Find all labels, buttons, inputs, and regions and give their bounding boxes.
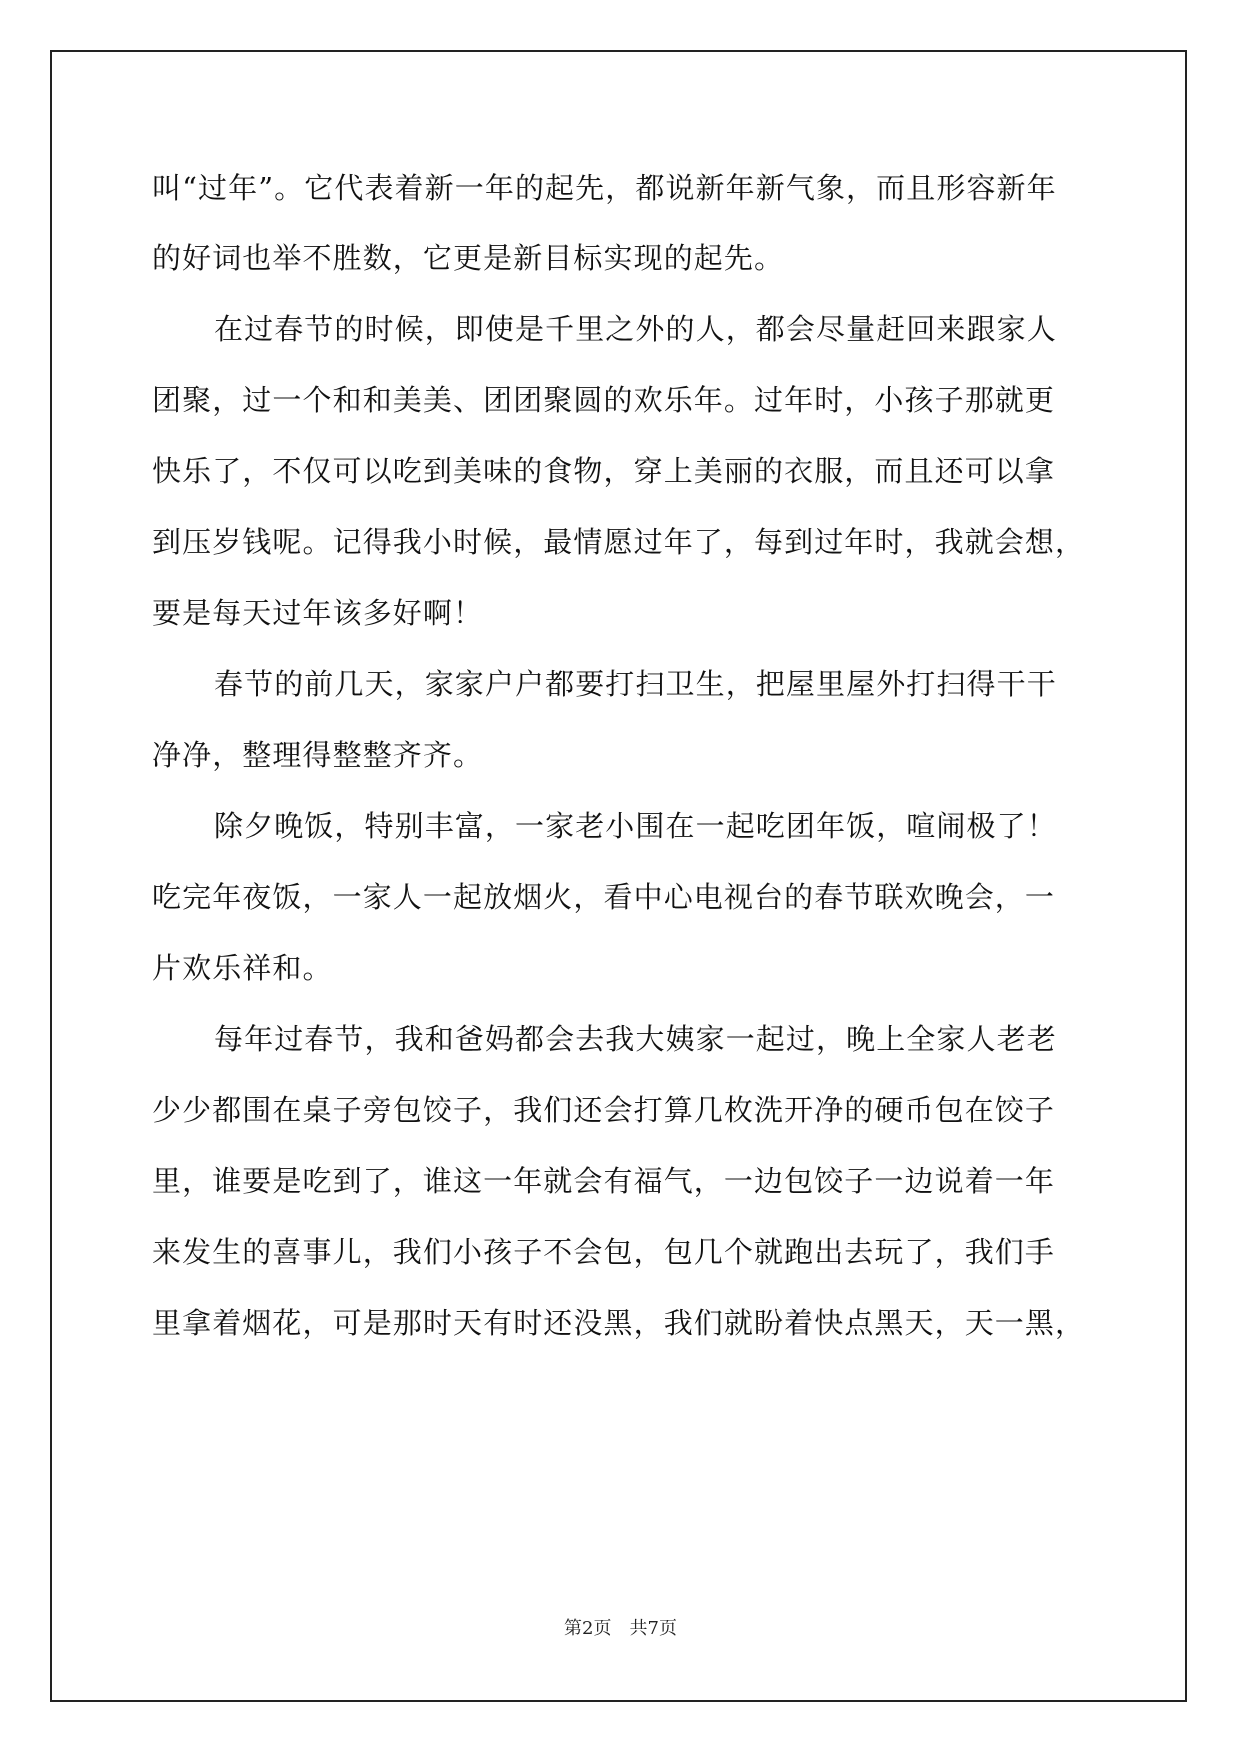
text-line: 片欢乐祥和。: [152, 951, 333, 985]
text-line: 里，谁要是吃到了，谁这一年就会有福气，一边包饺子一边说着一年: [152, 1164, 1056, 1198]
text-line: 叫“过年”。它代表着新一年的起先，都说新年新气象，而且形容新年: [152, 171, 1057, 205]
text-line: 的好词也举不胜数，它更是新目标实现的起先。: [152, 241, 785, 275]
text-line: 要是每天过年该多好啊！: [152, 596, 484, 630]
page-number: 第2页: [564, 1618, 612, 1639]
text-line: 净净，整理得整整齐齐。: [152, 738, 484, 772]
text-line: 来发生的喜事儿，我们小孩子不会包，包几个就跑出去玩了，我们手: [152, 1235, 1056, 1269]
page-footer: [0, 1617, 1241, 1641]
text-line: 少少都围在桌子旁包饺子，我们还会打算几枚洗开净的硬币包在饺子: [152, 1093, 1056, 1127]
text-line: 在过春节的时候，即使是千里之外的人，都会尽量赶回来跟家人: [214, 312, 1057, 346]
text-line: 里拿着烟花，可是那时天有时还没黑，我们就盼着快点黑天，天一黑，: [152, 1306, 1086, 1340]
page-total: 共7页: [629, 1618, 677, 1639]
text-line: 吃完年夜饭，一家人一起放烟火，看中心电视台的春节联欢晚会，一: [152, 880, 1056, 914]
text-line: 除夕晚饭，特别丰富，一家老小围在一起吃团年饭，喧闹极了！: [214, 809, 1057, 843]
text-line: 春节的前几天，家家户户都要打扫卫生，把屋里屋外打扫得干干: [214, 667, 1057, 701]
text-line: 快乐了，不仅可以吃到美味的食物，穿上美丽的衣服，而且还可以拿: [152, 454, 1056, 488]
page-border: [50, 50, 1187, 1702]
text-line: 每年过春节，我和爸妈都会去我大姨家一起过，晚上全家人老老: [214, 1022, 1057, 1056]
text-line: 团聚，过一个和和美美、团团聚圆的欢乐年。过年时，小孩子那就更: [152, 383, 1056, 417]
text-line: 到压岁钱呢。记得我小时候，最情愿过年了，每到过年时，我就会想，: [152, 525, 1086, 559]
